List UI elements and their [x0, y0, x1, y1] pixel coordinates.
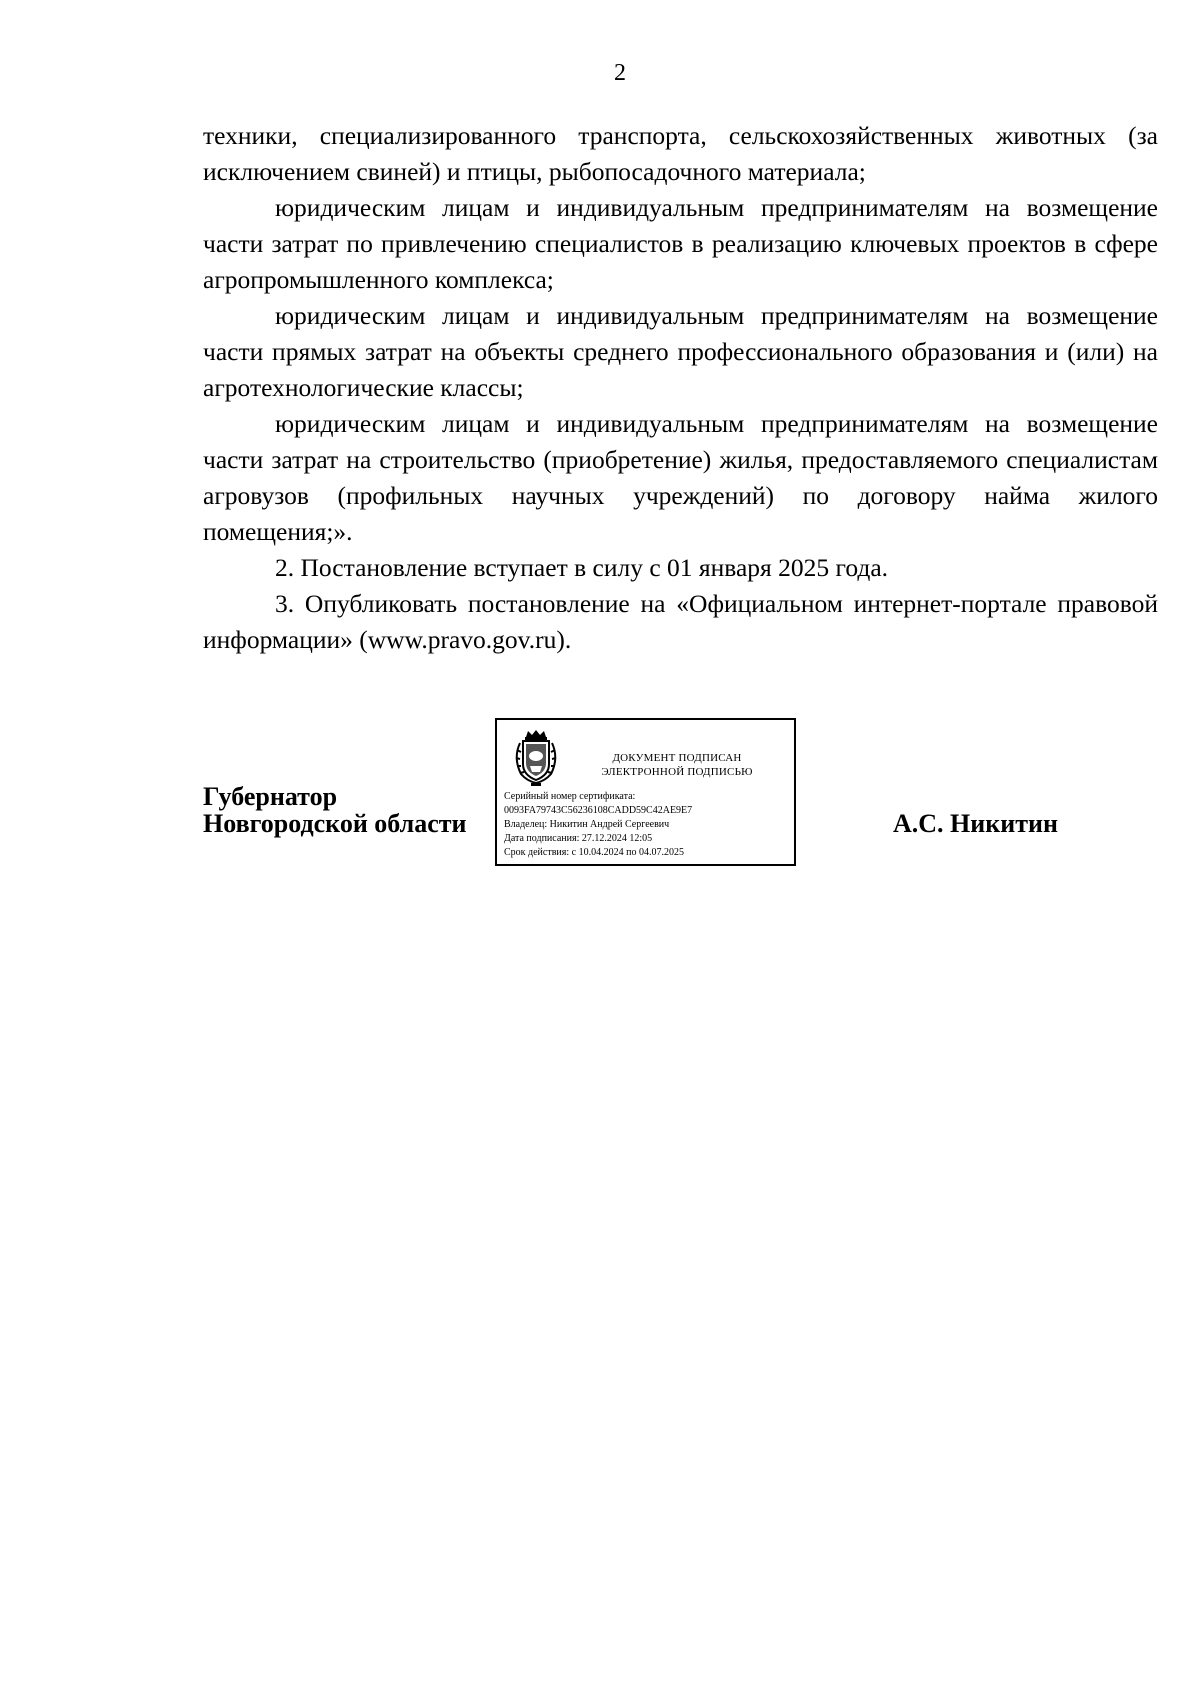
coat-of-arms-icon	[509, 728, 563, 788]
certificate-validity: Срок действия: с 10.04.2024 по 04.07.2025	[504, 847, 684, 858]
stamp-heading-line: ЭЛЕКТРОННОЙ ПОДПИСЬЮ	[601, 766, 753, 778]
page-number: 2	[614, 60, 626, 86]
paragraph: 3. Опубликовать постановление на «Официальном интернет-портале правовой информации» (www.pravo.gov.ru).	[203, 589, 1158, 654]
signatory-title-line: Губернатор	[203, 782, 338, 811]
signature-block	[203, 718, 1158, 868]
certificate-owner: Владелец: Никитин Андрей Сергеевич	[504, 819, 670, 830]
certificate-serial-value: 0093FA79743C56236108CADD59C42AE9E7	[504, 805, 693, 816]
certificate-serial-label: Серийный номер сертификата:	[504, 791, 636, 802]
stamp-heading	[577, 751, 777, 779]
paragraph: 2. Постановление вступает в силу с 01 января 2025 года.	[275, 553, 889, 582]
signatory-title	[203, 783, 467, 837]
paragraph: юридическим лицам и индивидуальным предпринимателям на возмещение части затрат на строительство (приобретение) жилья, предоставляемого специалистам агровузов (профильных научных учреждений) по договору найма жилого помещения;».	[203, 409, 1158, 546]
document-body	[203, 118, 1158, 658]
paragraph: юридическим лицам и индивидуальным предпринимателям на возмещение части затрат по привлечению специалистов в реализацию ключевых проектов в сфере агропромышленного комплекса;	[203, 193, 1158, 294]
stamp-details	[504, 790, 789, 860]
paragraph: юридическим лицам и индивидуальным предпринимателям на возмещение части прямых затрат на объекты среднего профессионального образования и (или) на агротехнологические классы;	[203, 301, 1158, 402]
signing-date: Дата подписания: 27.12.2024 12:05	[504, 833, 653, 844]
stamp-header	[505, 728, 786, 788]
paragraph: техники, специализированного транспорта, сельскохозяйственных животных (за исключением свиней) и птицы, рыбопосадочного материала;	[203, 121, 1158, 186]
stamp-heading-line: ДОКУМЕНТ ПОДПИСАН	[612, 752, 742, 764]
signatory-name: А.С. Никитин	[893, 809, 1058, 838]
electronic-signature-stamp	[495, 718, 796, 866]
signatory-title-line: Новгородской области	[203, 809, 467, 838]
